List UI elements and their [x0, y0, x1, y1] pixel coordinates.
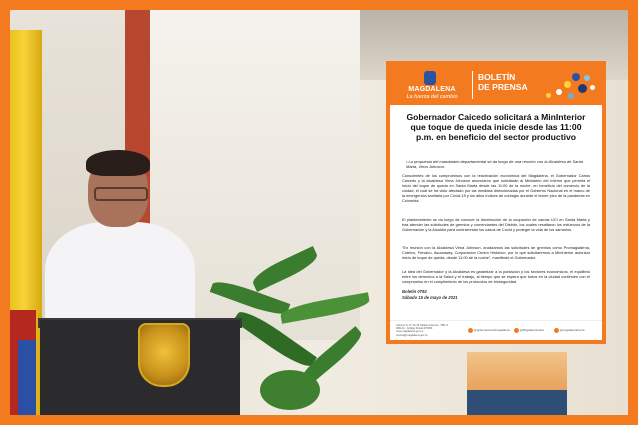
header-divider	[472, 71, 473, 99]
twitter-icon	[514, 328, 519, 333]
paragraph-1: Conscientes de los compromisos con la reactivación económica del Magdalena, el Gobernador Carlos Caicedo y la alcaldesa Virna Johnson anunciaron que solicitarán al Ministerio del Interior que permita el inicio del toque de queda en Santa Marta desde las 11:00 de la noche, en beneficio del comercio de la ciudad, el cual se ha visto afectado por las medidas direccionadas por el Gobierno Nacional en el marco de la emergencia sanitaria por Covid-19 y los altos índices de contagio durante el tercer pico de la pandemia en Colombia.	[402, 173, 590, 203]
header-title-line1: BOLETÍN	[478, 72, 516, 82]
flag-blue-stripe	[18, 340, 36, 415]
bulletin-signature	[402, 289, 522, 300]
magdalena-logo-icon	[424, 71, 436, 85]
paragraph-2: El planteamiento se da luego de conocer la disminución de la ocupación de camas UCI en Santa Marta y tras atender las solicitudes de gremios y comerciantes del Distrito, los cuales resaltaron los esfuerzos de la Gobernación y la Alcaldía para contrarrestar los casos de Covid y proteger la vida de los samarios.	[402, 217, 590, 232]
social-instagram: @magdalenafuerza	[554, 328, 584, 333]
press-release-lead: • La propuesta del mandatario departamental se da luego de una reunión con la Alcaldesa de Santa Marta, Virna Johnson.	[406, 159, 583, 169]
header-title	[478, 72, 538, 92]
brand-name: MAGDALENA	[408, 86, 456, 93]
header-title-line2: DE PRENSA	[478, 82, 528, 92]
footer-address: Carrera 1c N° 16-15 Palacio Tayrona · PBX 4 381144 · Código Postal 470004 · www.magdalena.gov.co · prensa@magdalena.gov.co	[396, 324, 449, 337]
magdalena-seal-icon	[138, 323, 190, 387]
bulletin-number: Boletín 0792	[402, 289, 427, 294]
brand-tagline: La fuerza del cambio	[406, 94, 458, 100]
social-facebook: @gobernaciondelmagdalena	[468, 328, 510, 333]
press-release-header	[390, 65, 602, 105]
paragraph-4: La idea del Gobernador y la Alcaldesa es garantizar a la población y los sectores económicos, el equilibrio entre los derechos a la Salud y el trabajo, al tiempo que se espera que todos en la ciudad continúen con el compromiso en el cumplimiento de los protocolos de bioseguridad.	[402, 269, 590, 284]
social-twitter: @MagdalenaGober	[514, 328, 544, 333]
facebook-icon	[468, 328, 473, 333]
decorative-dots-icon	[542, 71, 598, 101]
speaker-hair	[86, 150, 150, 176]
press-release	[390, 65, 602, 340]
background-poster-sea	[467, 390, 567, 415]
paragraph-3: "En reunión con la Alcaldesa Virna Johnson, analizamos las solicitudes de gremios como Promagdalena, Cotelco, Fenalco, Asociaway, Corporación Centro Histórico, por lo que solicitaremos a MinInterior autorizar inicio de toque de queda, desde 11:00 de la noche", manifestó el Gobernador.	[402, 245, 590, 260]
bulletin-date: Sábado 15 de mayo de 2021	[402, 294, 458, 300]
instagram-icon	[554, 328, 559, 333]
lead-text: La propuesta del mandatario departamental se da luego de una reunión con la Alcaldesa de Santa Marta, Virna Johnson.	[406, 159, 583, 169]
press-release-footer	[390, 320, 602, 341]
speaker-glasses	[94, 187, 148, 201]
press-release-headline: Gobernador Caicedo solicitará a MinInterior que toque de queda inicie desde las 11:00 p.m. en beneficio del sector productivo	[406, 112, 586, 142]
